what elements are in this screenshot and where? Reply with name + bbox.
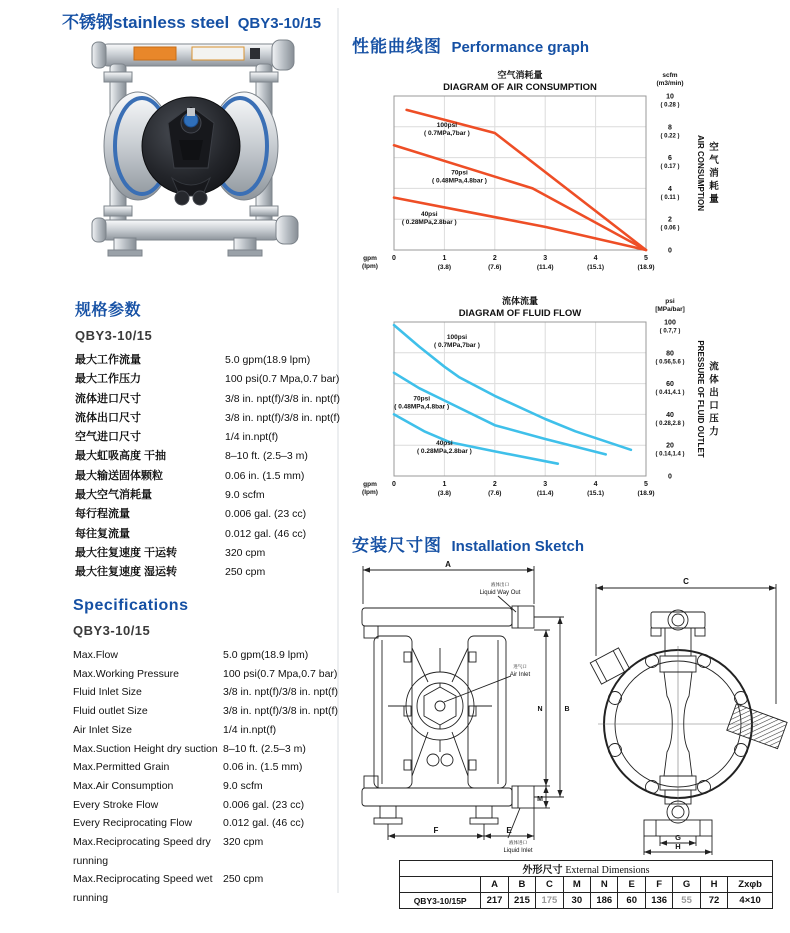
- installation-heading: [352, 531, 584, 556]
- spec-row: [73, 721, 341, 740]
- spec-row: [73, 683, 341, 702]
- svg-text:( 0.22 ): ( 0.22 ): [660, 133, 680, 140]
- spec-row: [75, 351, 343, 370]
- spec-label: Every Reciprocating Flow: [73, 817, 193, 830]
- svg-text:2: 2: [668, 216, 672, 224]
- spec-value: 100 psi(0.7 Mpa,0.7 bar): [225, 373, 340, 386]
- spec-row: [75, 525, 343, 544]
- svg-text:量: 量: [709, 194, 719, 205]
- svg-text:(m3/min): (m3/min): [656, 80, 684, 87]
- svg-text:70psi: 70psi: [451, 169, 468, 177]
- page-title-model: QBY3-10/15: [237, 15, 322, 32]
- spec-row: [75, 505, 343, 524]
- svg-text:( 0.48MPa,4.8bar ): ( 0.48MPa,4.8bar ): [432, 177, 487, 185]
- spec-value: 3/8 in. npt(f)/3/8 in. npt(f): [225, 392, 340, 405]
- dimensions-column-header: C: [536, 877, 563, 893]
- svg-text:100psi: 100psi: [436, 121, 458, 129]
- svg-text:70psi: 70psi: [413, 395, 431, 403]
- spec-value: 1/4 in.npt(f): [225, 431, 279, 444]
- svg-text:6: 6: [668, 155, 672, 163]
- svg-text:gpm: gpm: [363, 481, 377, 488]
- svg-text:流: 流: [709, 361, 719, 373]
- spec-value: 0.012 gal. (46 cc): [223, 817, 305, 830]
- spec-label: Max.Working Pressure: [73, 667, 180, 680]
- svg-text:20: 20: [666, 442, 674, 450]
- svg-text:5: 5: [644, 255, 648, 262]
- spec-value: 8–10 ft. (2.5–3 m): [225, 450, 308, 463]
- spec-label: 最大工作压力: [75, 373, 141, 386]
- dimensions-value: 217: [481, 893, 508, 909]
- svg-text:3: 3: [543, 481, 548, 488]
- spec-row: [75, 390, 343, 409]
- svg-text:(15.1): (15.1): [587, 264, 605, 271]
- svg-text:(lpm): (lpm): [362, 263, 378, 270]
- spec-label: Fluid outlet Size: [73, 705, 148, 718]
- spec-label: 最大往复速度 湿运转: [75, 566, 178, 579]
- svg-text:40psi: 40psi: [436, 440, 453, 448]
- svg-text:( 0.11 ): ( 0.11 ): [660, 194, 680, 201]
- spec-value: 3/8 in. npt(f)/3/8 in. npt(f): [223, 705, 338, 718]
- svg-text:( 0.7,7 ): ( 0.7,7 ): [659, 328, 681, 335]
- svg-text:( 0.28MPa,2.8bar ): ( 0.28MPa,2.8bar ): [401, 219, 457, 227]
- svg-text:口: 口: [709, 400, 719, 412]
- spec-label: Every Stroke Flow: [73, 798, 159, 811]
- svg-text:60: 60: [666, 381, 674, 389]
- svg-text:力: 力: [709, 426, 719, 438]
- svg-text:空: 空: [709, 142, 719, 153]
- dimensions-table-title: 外形尺寸 External Dimensions: [400, 861, 773, 877]
- spec-row: [75, 563, 343, 582]
- dimensions-column-header: A: [481, 877, 508, 893]
- svg-text:(3.8): (3.8): [437, 490, 452, 497]
- dimensions-table-grid: [399, 860, 773, 909]
- svg-text:0: 0: [668, 247, 672, 255]
- spec-label: 最大虹吸高度 干抽: [75, 450, 167, 463]
- svg-text:40: 40: [666, 411, 674, 419]
- spec-row: [75, 409, 343, 428]
- dimensions-value: 215: [508, 893, 535, 909]
- spec-label: Max.Suction Height dry suction: [73, 742, 218, 755]
- spec-label: Max.Reciprocating Speed dry running: [73, 836, 211, 867]
- spec-label: 最大空气消耗量: [75, 489, 152, 502]
- svg-text:AIR CONSUMPTION: AIR CONSUMPTION: [696, 135, 705, 211]
- svg-text:( 0.48MPa,4.8bar ): ( 0.48MPa,4.8bar ): [394, 403, 450, 411]
- dim-e-label: E: [506, 826, 512, 835]
- air-consumption-chart: [350, 66, 788, 274]
- specs-en-model: QBY3-10/15: [73, 623, 151, 638]
- spec-label: Max.Flow: [73, 649, 118, 661]
- dimensions-value: 55: [673, 893, 700, 909]
- spec-row: [75, 370, 343, 389]
- svg-text:(11.4): (11.4): [536, 490, 554, 497]
- spec-label: Fluid Inlet Size: [73, 686, 142, 699]
- spec-value: 3/8 in. npt(f)/3/8 in. npt(f): [225, 411, 340, 424]
- svg-text:( 0.17 ): ( 0.17 ): [660, 164, 680, 171]
- svg-text:2: 2: [492, 255, 497, 262]
- svg-text:( 0.28,2.8 ): ( 0.28,2.8 ): [655, 420, 685, 427]
- svg-text:( 0.56,5.6 ): ( 0.56,5.6 ): [655, 359, 685, 366]
- svg-text:体: 体: [709, 374, 719, 386]
- dimensions-column-header: E: [618, 877, 645, 893]
- svg-text:DIAGRAM OF AIR CONSUMPTION: DIAGRAM OF AIR CONSUMPTION: [443, 82, 597, 93]
- spec-value: 250 cpm: [225, 566, 266, 579]
- air-inlet-label-cn: 进气口: [513, 664, 527, 669]
- spec-value: 8–10 ft. (2.5–3 m): [223, 742, 306, 755]
- svg-text:gpm: gpm: [363, 255, 377, 262]
- spec-label: Max.Reciprocating Speed wet running: [73, 873, 213, 905]
- dimensions-value: 186: [591, 893, 618, 909]
- dimensions-column-header: B: [508, 877, 535, 893]
- liquid-in-label-cn: 液体进口: [509, 840, 527, 845]
- spec-value: 0.06 in. (1.5 mm): [223, 761, 303, 774]
- spec-label: 流体进口尺寸: [75, 392, 141, 405]
- spec-row: [73, 758, 341, 777]
- svg-text:( 0.7MPa,7bar ): ( 0.7MPa,7bar ): [423, 129, 470, 137]
- spec-value: 3/8 in. npt(f)/3/8 in. npt(f): [223, 686, 338, 699]
- dim-c-label: C: [683, 577, 689, 586]
- svg-text:( 0.28 ): ( 0.28 ): [660, 102, 680, 109]
- svg-text:( 0.14,1.4 ): ( 0.14,1.4 ): [655, 451, 685, 458]
- dimensions-value: 136: [645, 893, 672, 909]
- liquid-out-label-en: Liquid Way Out: [479, 590, 521, 596]
- svg-text:100psi: 100psi: [446, 333, 468, 341]
- installation-heading-cn: 安装尺寸图: [352, 536, 442, 555]
- series-curve: [394, 373, 606, 455]
- spec-value: 0.006 gal. (23 cc): [223, 798, 305, 811]
- spec-value: 1/4 in.npt(f): [223, 723, 277, 736]
- specs-cn-model: QBY3-10/15: [75, 328, 153, 343]
- spec-value: 5.0 gpm(18.9 lpm): [225, 354, 311, 366]
- svg-text:10: 10: [666, 93, 674, 101]
- svg-text:1: 1: [442, 255, 447, 262]
- fluid-flow-plot: [350, 292, 788, 500]
- spec-value: 250 cpm: [223, 873, 264, 886]
- dimensions-value: 4×10: [728, 893, 773, 909]
- air-consumption-plot: [350, 66, 788, 274]
- svg-text:(7.6): (7.6): [488, 490, 502, 497]
- svg-text:5: 5: [644, 481, 648, 488]
- spec-label: Air Inlet Size: [73, 723, 132, 736]
- spec-value: 320 cpm: [223, 836, 264, 849]
- svg-text:4: 4: [668, 185, 672, 193]
- svg-text:出: 出: [709, 387, 719, 399]
- svg-text:(lpm): (lpm): [362, 489, 378, 496]
- svg-text:空气消耗量: 空气消耗量: [497, 70, 543, 80]
- spec-row: [75, 447, 343, 466]
- svg-text:(3.8): (3.8): [437, 264, 452, 271]
- dimensions-value: 175: [536, 893, 563, 909]
- spec-row: [73, 646, 341, 665]
- specs-section-cn: [75, 297, 343, 583]
- svg-text:( 0.28MPa,2.8bar ): ( 0.28MPa,2.8bar ): [416, 448, 472, 456]
- page-title-cn: 不锈钢: [62, 13, 113, 32]
- dimensions-column-header: M: [563, 877, 590, 893]
- svg-text:DIAGRAM OF FLUID FLOW: DIAGRAM OF FLUID FLOW: [458, 308, 582, 319]
- svg-text:4: 4: [593, 255, 598, 262]
- spec-row: [75, 486, 343, 505]
- dim-g-label: G: [675, 833, 681, 842]
- dimensions-column-header: F: [645, 877, 672, 893]
- series-curve: [394, 145, 646, 250]
- spec-label: Max.Air Consumption: [73, 779, 174, 792]
- dimensions-value: 60: [618, 893, 645, 909]
- spec-row: [73, 796, 341, 815]
- spec-row: [73, 814, 341, 833]
- spec-value: 0.006 gal. (23 cc): [225, 508, 307, 521]
- spec-label: 每行程流量: [75, 508, 130, 521]
- spec-value: 9.0 scfm: [225, 489, 265, 502]
- svg-text:消: 消: [709, 168, 719, 179]
- svg-text:100: 100: [664, 319, 676, 327]
- dim-m-label: M: [537, 796, 543, 803]
- page-title-en: stainless steel: [113, 13, 230, 32]
- svg-text:(15.1): (15.1): [587, 490, 605, 497]
- svg-text:流体流量: 流体流量: [501, 296, 539, 306]
- spec-row: [73, 740, 341, 759]
- dim-h-label: H: [675, 842, 681, 851]
- svg-text:1: 1: [442, 481, 447, 488]
- air-inlet-label-en: Air Inlet: [509, 672, 531, 678]
- spec-row: [73, 777, 341, 796]
- svg-text:4: 4: [593, 481, 598, 488]
- spec-row: [73, 870, 341, 907]
- svg-text:气: 气: [709, 155, 719, 166]
- dimensions-value: 30: [563, 893, 590, 909]
- svg-text:(11.4): (11.4): [536, 264, 554, 271]
- spec-row: [75, 467, 343, 486]
- svg-text:PRESSURE OF FLUID OUTLET: PRESSURE OF FLUID OUTLET: [696, 340, 705, 458]
- installation-sketch: [348, 556, 788, 856]
- specs-en-heading: Specifications: [73, 597, 189, 614]
- specs-en-rows: [73, 646, 341, 908]
- dimensions-value: 72: [700, 893, 727, 909]
- svg-text:[MPa/bar]: [MPa/bar]: [655, 306, 685, 313]
- spec-row: [75, 544, 343, 563]
- spec-label: 最大往复速度 干运转: [75, 546, 178, 559]
- spec-row: [73, 665, 341, 684]
- svg-text:scfm: scfm: [662, 72, 678, 79]
- svg-text:0: 0: [668, 473, 672, 481]
- svg-text:psi: psi: [665, 298, 675, 305]
- spec-label: 流体出口尺寸: [75, 411, 141, 424]
- dimensions-column-header: N: [591, 877, 618, 893]
- dimensions-table: [399, 860, 773, 909]
- dim-f-label: F: [433, 826, 439, 835]
- performance-heading-en: Performance graph: [451, 39, 589, 56]
- dimensions-row-label: QBY3-10/15P: [400, 893, 481, 909]
- svg-text:耗: 耗: [709, 181, 719, 192]
- fluid-flow-chart: [350, 292, 788, 500]
- svg-text:3: 3: [543, 255, 548, 262]
- dim-n-label: N: [537, 706, 543, 713]
- spec-row: [73, 833, 341, 870]
- svg-text:2: 2: [492, 481, 497, 488]
- specs-section-en: [73, 597, 341, 908]
- svg-text:0: 0: [392, 255, 396, 262]
- installation-heading-en: Installation Sketch: [451, 538, 584, 555]
- spec-label: 最大输送固体颗粒: [75, 469, 163, 482]
- performance-heading-cn: 性能曲线图: [352, 37, 442, 56]
- spec-value: 320 cpm: [225, 546, 266, 559]
- svg-text:0: 0: [392, 481, 396, 488]
- liquid-in-label-en: Liquid Inlet: [503, 848, 533, 854]
- spec-value: 9.0 scfm: [223, 779, 263, 792]
- spec-value: 100 psi(0.7 Mpa,0.7 bar): [223, 667, 338, 680]
- spec-label: 空气进口尺寸: [75, 431, 141, 444]
- specs-cn-heading: 规格参数: [75, 302, 142, 319]
- spec-value: 0.06 in. (1.5 mm): [225, 469, 305, 482]
- svg-text:( 0.06 ): ( 0.06 ): [660, 225, 680, 232]
- dim-b-label: B: [564, 706, 570, 713]
- spec-label: 最大工作流量: [75, 354, 141, 366]
- svg-text:40psi: 40psi: [420, 211, 438, 219]
- svg-text:80: 80: [666, 350, 674, 358]
- liquid-out-label-cn: 液体出口: [491, 582, 509, 587]
- spec-label: Max.Permitted Grain: [73, 761, 170, 774]
- pump-photo: [84, 28, 300, 260]
- svg-text:( 0.41,4.1 ): ( 0.41,4.1 ): [655, 390, 685, 397]
- dimensions-column-header: H: [700, 877, 727, 893]
- svg-text:( 0.7MPa,7bar ): ( 0.7MPa,7bar ): [434, 341, 480, 349]
- spec-row: [73, 702, 341, 721]
- spec-value: 5.0 gpm(18.9 lpm): [223, 649, 309, 661]
- performance-heading: [352, 32, 589, 57]
- dimensions-column-header: Zxφb: [728, 877, 773, 893]
- dimensions-column-header: G: [673, 877, 700, 893]
- spec-value: 0.012 gal. (46 cc): [225, 527, 307, 540]
- dimensions-column-header: [400, 877, 481, 893]
- svg-text:压: 压: [709, 413, 719, 425]
- svg-text:(18.9): (18.9): [637, 490, 655, 497]
- svg-text:(7.6): (7.6): [488, 264, 502, 271]
- spec-row: [75, 428, 343, 447]
- pump-photo-illustration: [84, 28, 300, 260]
- dim-a-label: A: [445, 560, 451, 569]
- svg-text:(18.9): (18.9): [637, 264, 655, 271]
- series-curve: [394, 414, 558, 463]
- specs-cn-rows: [75, 351, 343, 583]
- svg-text:8: 8: [668, 124, 672, 132]
- spec-label: 每往复流量: [75, 527, 130, 540]
